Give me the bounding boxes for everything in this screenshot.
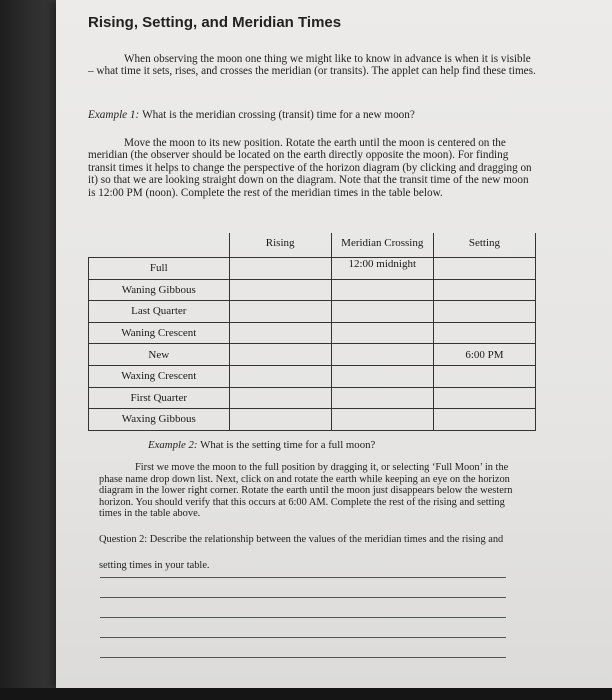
example1-heading <box>88 109 415 121</box>
rising-cell[interactable] <box>229 365 331 387</box>
meridian-cell[interactable] <box>331 301 433 323</box>
setting-cell[interactable] <box>433 409 535 431</box>
table-row <box>89 365 536 387</box>
setting-cell[interactable] <box>433 301 535 323</box>
meridian-cell[interactable] <box>331 387 433 409</box>
setting-header: Setting <box>433 233 535 258</box>
rising-cell[interactable] <box>229 344 331 366</box>
table-row <box>89 387 536 409</box>
phase-cell: Waning Crescent <box>89 322 230 344</box>
phase-cell: Waning Gibbous <box>89 279 230 301</box>
answer-line[interactable] <box>100 637 506 638</box>
answer-line[interactable] <box>100 577 506 578</box>
setting-cell[interactable] <box>433 365 535 387</box>
example2-question: What is the setting time for a full moon? <box>200 439 376 451</box>
phase-cell: Waxing Crescent <box>89 365 230 387</box>
moon-times-table <box>88 233 536 431</box>
question2-text: Question 2: Describe the relationship between the values of the meridian times and the rising and setting times in your table. <box>99 534 504 571</box>
table-row <box>89 279 536 301</box>
phase-cell: Waxing Gibbous <box>89 409 230 431</box>
rising-header: Rising <box>229 233 331 258</box>
example1-question: What is the meridian crossing (transit) time for a new moon? <box>142 109 415 121</box>
rising-cell[interactable] <box>229 301 331 323</box>
example1-label: Example 1: <box>88 109 140 121</box>
example2-heading <box>148 439 375 451</box>
setting-cell[interactable] <box>433 322 535 344</box>
phase-cell: New <box>89 344 230 366</box>
table-row <box>89 344 536 366</box>
rising-cell[interactable] <box>229 322 331 344</box>
rising-cell[interactable] <box>229 279 331 301</box>
rising-cell[interactable] <box>229 409 331 431</box>
example2-label: Example 2: <box>148 439 198 451</box>
rising-cell[interactable] <box>229 387 331 409</box>
table-row <box>89 301 536 323</box>
table-row <box>89 322 536 344</box>
answer-line[interactable] <box>100 597 506 598</box>
setting-cell[interactable] <box>433 387 535 409</box>
answer-line[interactable] <box>100 657 506 658</box>
setting-cell[interactable]: 6:00 PM <box>433 344 535 366</box>
meridian-cell[interactable] <box>331 365 433 387</box>
phase-cell: Last Quarter <box>89 301 230 323</box>
example1-instructions: Move the moon to its new position. Rotate the earth until the moon is centered on the meridian (the observer should be located on the earth directly opposite the moon). For finding transit times it helps to change the perspective of the horizon diagram (by clicking and dragging on it) so that we are looking straight down on the diagram. Note that the transit time of the new moon is 12:00 PM (noon). Complete the rest of the meridian times in the table below. <box>88 137 532 199</box>
answer-line[interactable] <box>100 617 506 618</box>
meridian-cell[interactable] <box>331 344 433 366</box>
table-header-row <box>89 233 536 258</box>
rising-cell[interactable] <box>229 258 331 280</box>
background-bottom <box>0 688 612 700</box>
phase-cell: First Quarter <box>89 387 230 409</box>
phase-header-blank <box>89 233 230 258</box>
table-row <box>89 409 536 431</box>
page-title: Rising, Setting, and Meridian Times <box>88 14 342 31</box>
setting-cell[interactable] <box>433 279 535 301</box>
example2-instructions: First we move the moon to the full position by dragging it, or selecting ‘Full Moon’ in the phase name drop down list. Next, click on and rotate the earth while keeping an eye on the horizon diagram in the lower right corner. Rotate the earth until the moon just disappears below the western horizon. You should verify that this occurs at 6:00 AM. Complete the rest of the rising and setting times in the table above. <box>99 462 513 520</box>
setting-cell[interactable] <box>433 258 535 280</box>
meridian-header: Meridian Crossing <box>331 233 433 258</box>
meridian-cell[interactable] <box>331 279 433 301</box>
meridian-cell[interactable] <box>331 409 433 431</box>
phase-cell: Full <box>89 258 230 280</box>
meridian-cell[interactable] <box>331 322 433 344</box>
table-row <box>89 258 536 280</box>
intro-paragraph: When observing the moon one thing we might like to know in advance is when it is visible – what time it sets, rises, and crosses the meridian (or transits). The applet can help find these times. <box>88 53 536 78</box>
meridian-cell[interactable]: 12:00 midnight <box>331 258 433 280</box>
background-left <box>0 0 56 700</box>
